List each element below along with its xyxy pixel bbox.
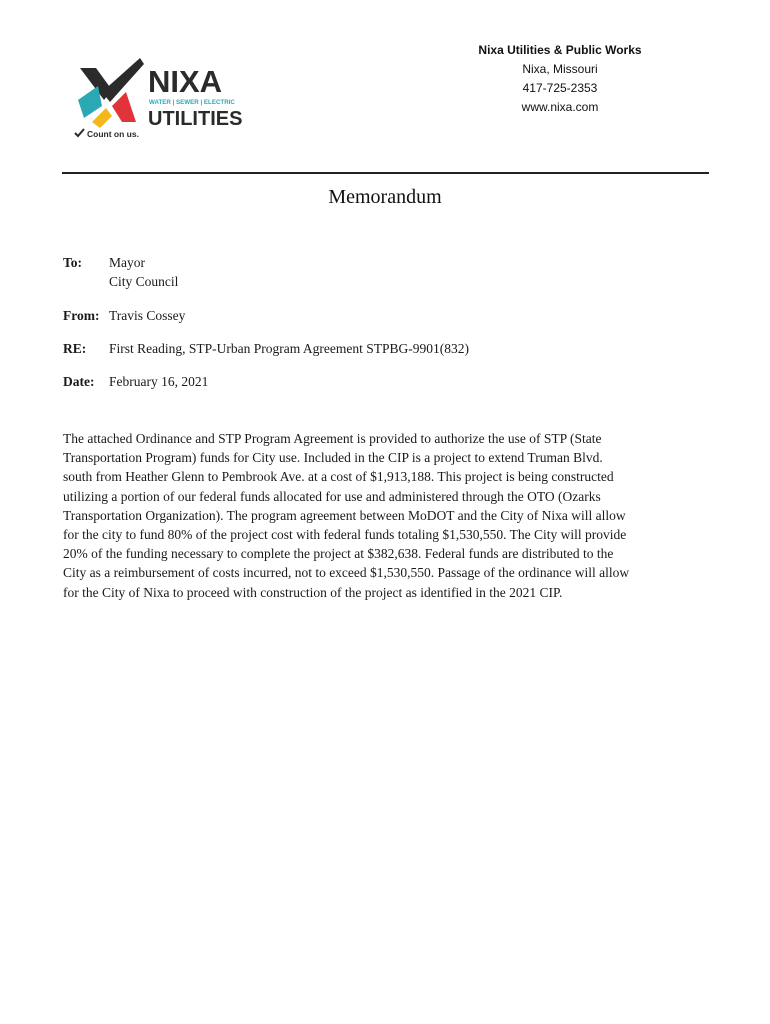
- re-label: RE:: [63, 341, 87, 356]
- header-divider: [62, 172, 709, 174]
- body-line: Transportation Organization). The program agreement between MoDOT and the City of Nixa will allow: [63, 507, 626, 523]
- logo-mark-icon: [78, 58, 144, 128]
- city-state: Nixa, Missouri: [522, 62, 598, 76]
- logo-subtitle: UTILITIES: [148, 108, 243, 130]
- body-line: for the city to fund 80% of the project cost with federal funds totaling $1,530,550. The City will provide: [63, 527, 627, 543]
- body-line: 20% of the funding necessary to complete the project at $382,638. Federal funds are distributed to the: [63, 546, 614, 562]
- logo-name: NIXA: [148, 64, 223, 99]
- nixa-utilities-logo: [72, 56, 262, 142]
- body-line: Transportation Program) funds for City use. Included in the CIP is a project to extend Truman Blvd.: [63, 450, 603, 466]
- date-value: February 16, 2021: [109, 374, 209, 389]
- logo-tagline: Count on us.: [87, 129, 139, 139]
- re-value: First Reading, STP-Urban Program Agreement STPBG-9901(832): [109, 341, 469, 356]
- phone-number: 417-725-2353: [522, 81, 598, 95]
- to-line-1: Mayor: [109, 255, 145, 270]
- checkmark-icon: [75, 129, 84, 136]
- memo-body: [63, 429, 723, 602]
- logo-services: WATER | SEWER | ELECTRIC: [149, 99, 235, 106]
- to-line-2: City Council: [109, 274, 179, 289]
- body-line: City as a reimbursement of costs incurred, not to exceed $1,530,550. Passage of the ordinance will allow: [63, 565, 630, 581]
- body-line: for the City of Nixa to proceed with construction of the project as identified in the 2021 CIP.: [63, 584, 563, 600]
- website: www.nixa.com: [521, 100, 599, 114]
- to-label: To:: [63, 255, 83, 270]
- from-value: Travis Cossey: [109, 308, 186, 323]
- from-label: From:: [63, 308, 100, 323]
- memo-title: Memorandum: [328, 186, 442, 208]
- organization-name: Nixa Utilities & Public Works: [478, 43, 642, 57]
- body-line: The attached Ordinance and STP Program Agreement is provided to authorize the use of STP (State: [63, 431, 602, 446]
- body-line: south from Heather Glenn to Pembrook Ave. at a cost of $1,913,188. This project is being constructed: [63, 469, 614, 485]
- body-line: utilizing a portion of our federal funds allocated for use and administered through the OTO (Ozarks: [63, 488, 601, 504]
- letterhead-contact: [470, 41, 650, 117]
- date-label: Date:: [63, 374, 95, 389]
